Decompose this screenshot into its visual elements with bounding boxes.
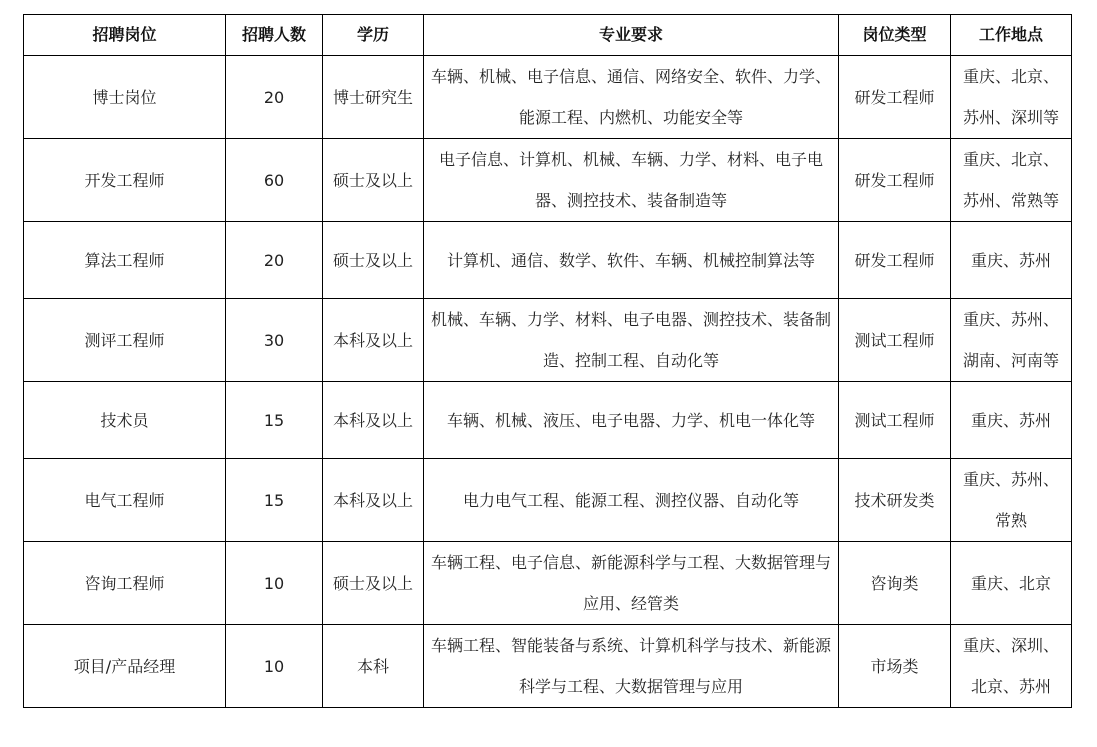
cell-position: 算法工程师 bbox=[24, 222, 226, 299]
cell-count: 10 bbox=[226, 542, 323, 625]
cell-location: 重庆、苏州、湖南、河南等 bbox=[951, 299, 1072, 382]
cell-count: 30 bbox=[226, 299, 323, 382]
cell-type: 研发工程师 bbox=[839, 139, 951, 222]
cell-position: 开发工程师 bbox=[24, 139, 226, 222]
cell-location: 重庆、深圳、北京、苏州 bbox=[951, 625, 1072, 708]
cell-major: 车辆工程、智能装备与系统、计算机科学与技术、新能源科学与工程、大数据管理与应用 bbox=[424, 625, 839, 708]
cell-count: 15 bbox=[226, 382, 323, 459]
cell-education: 硕士及以上 bbox=[323, 222, 424, 299]
cell-major: 车辆、机械、液压、电子电器、力学、机电一体化等 bbox=[424, 382, 839, 459]
cell-type: 测试工程师 bbox=[839, 299, 951, 382]
cell-location: 重庆、苏州、常熟 bbox=[951, 459, 1072, 542]
cell-education: 本科 bbox=[323, 625, 424, 708]
header-location: 工作地点 bbox=[951, 15, 1072, 56]
recruitment-table bbox=[23, 14, 1072, 708]
table-row bbox=[24, 139, 1072, 222]
header-count: 招聘人数 bbox=[226, 15, 323, 56]
cell-education: 本科及以上 bbox=[323, 459, 424, 542]
cell-position: 电气工程师 bbox=[24, 459, 226, 542]
cell-location: 重庆、北京、苏州、深圳等 bbox=[951, 56, 1072, 139]
cell-position: 测评工程师 bbox=[24, 299, 226, 382]
cell-type: 市场类 bbox=[839, 625, 951, 708]
header-education: 学历 bbox=[323, 15, 424, 56]
cell-count: 60 bbox=[226, 139, 323, 222]
header-major: 专业要求 bbox=[424, 15, 839, 56]
table-header-row bbox=[24, 15, 1072, 56]
table-row bbox=[24, 459, 1072, 542]
recruitment-table-container bbox=[23, 14, 1072, 708]
cell-type: 咨询类 bbox=[839, 542, 951, 625]
table-row bbox=[24, 299, 1072, 382]
table-row bbox=[24, 382, 1072, 459]
cell-education: 硕士及以上 bbox=[323, 542, 424, 625]
cell-major: 电力电气工程、能源工程、测控仪器、自动化等 bbox=[424, 459, 839, 542]
table-row bbox=[24, 56, 1072, 139]
cell-location: 重庆、苏州 bbox=[951, 222, 1072, 299]
cell-position: 博士岗位 bbox=[24, 56, 226, 139]
cell-type: 测试工程师 bbox=[839, 382, 951, 459]
cell-major: 计算机、通信、数学、软件、车辆、机械控制算法等 bbox=[424, 222, 839, 299]
cell-education: 本科及以上 bbox=[323, 299, 424, 382]
cell-education: 本科及以上 bbox=[323, 382, 424, 459]
cell-major: 电子信息、计算机、机械、车辆、力学、材料、电子电器、测控技术、装备制造等 bbox=[424, 139, 839, 222]
cell-major: 车辆工程、电子信息、新能源科学与工程、大数据管理与应用、经管类 bbox=[424, 542, 839, 625]
cell-location: 重庆、北京 bbox=[951, 542, 1072, 625]
cell-type: 研发工程师 bbox=[839, 56, 951, 139]
cell-type: 技术研发类 bbox=[839, 459, 951, 542]
cell-major: 车辆、机械、电子信息、通信、网络安全、软件、力学、能源工程、内燃机、功能安全等 bbox=[424, 56, 839, 139]
cell-position: 咨询工程师 bbox=[24, 542, 226, 625]
cell-count: 15 bbox=[226, 459, 323, 542]
cell-major: 机械、车辆、力学、材料、电子电器、测控技术、装备制造、控制工程、自动化等 bbox=[424, 299, 839, 382]
cell-education: 博士研究生 bbox=[323, 56, 424, 139]
table-row bbox=[24, 625, 1072, 708]
cell-education: 硕士及以上 bbox=[323, 139, 424, 222]
cell-position: 项目/产品经理 bbox=[24, 625, 226, 708]
header-position: 招聘岗位 bbox=[24, 15, 226, 56]
cell-type: 研发工程师 bbox=[839, 222, 951, 299]
table-row bbox=[24, 222, 1072, 299]
cell-count: 20 bbox=[226, 222, 323, 299]
header-type: 岗位类型 bbox=[839, 15, 951, 56]
cell-count: 10 bbox=[226, 625, 323, 708]
cell-location: 重庆、北京、苏州、常熟等 bbox=[951, 139, 1072, 222]
table-row bbox=[24, 542, 1072, 625]
cell-location: 重庆、苏州 bbox=[951, 382, 1072, 459]
cell-position: 技术员 bbox=[24, 382, 226, 459]
cell-count: 20 bbox=[226, 56, 323, 139]
